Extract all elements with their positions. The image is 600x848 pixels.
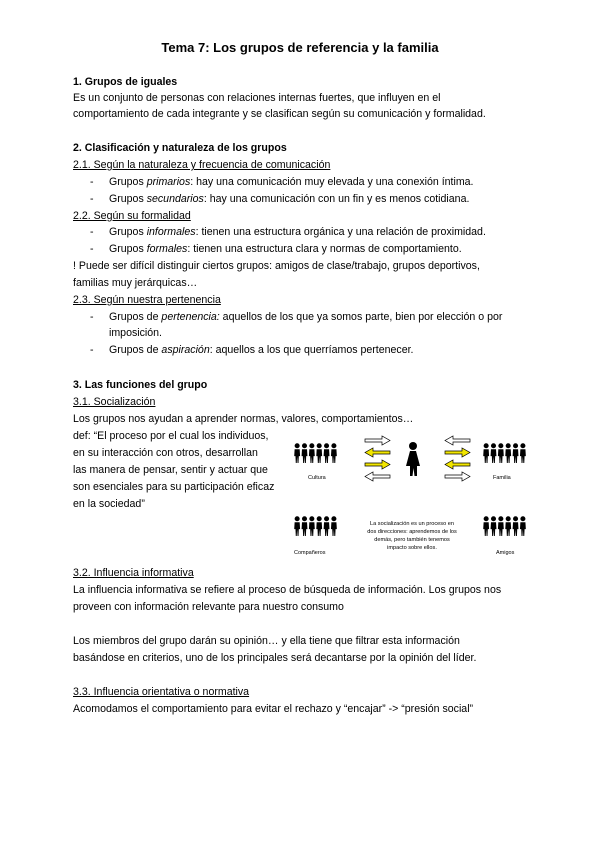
section-1-paragraph-line-2: comportamiento de cada integrante y se clasifican según su comunicación y formalidad. bbox=[73, 108, 486, 120]
figure-label-cultura: Cultura bbox=[308, 475, 326, 481]
opinion-paragraph-line-1: Los miembros del grupo darán su opinión… y ella tiene que filtrar esta información bbox=[73, 635, 460, 647]
subsection-2-2-heading: 2.2. Según su formalidad bbox=[73, 210, 191, 222]
section-1-heading: 1. Grupos de iguales bbox=[73, 76, 178, 88]
page-title: Tema 7: Los grupos de referencia y la familia bbox=[161, 40, 439, 55]
bullet-grupos-formales: Grupos formales: tienen una estructura clara y normas de comportamiento. bbox=[109, 243, 462, 255]
figure-label-familia: Familia bbox=[493, 475, 511, 481]
note-line-1: ! Puede ser difícil distinguir ciertos grupos: amigos de clase/trabajo, grupos deportivos, bbox=[73, 260, 480, 272]
definition-line-4: son esenciales para su participación eficaz bbox=[73, 481, 275, 493]
opinion-paragraph-line-2: basándose en criterios, uno de los principales será decantarse por la opinión del líder. bbox=[73, 652, 477, 664]
arrow-right-white-icon bbox=[445, 436, 470, 445]
subsection-2-1-heading: 2.1. Según la naturaleza y frecuencia de comunicación bbox=[73, 159, 331, 171]
figure-caption-line-2: dos direcciones: aprendemos de los bbox=[367, 529, 457, 535]
bullet-grupos-pertenencia-line-2: imposición. bbox=[109, 327, 162, 339]
socializacion-intro: Los grupos nos ayudan a aprender normas, valores, comportamientos… bbox=[73, 413, 414, 425]
figure-caption-line-4: impacto sobre ellos. bbox=[387, 545, 437, 551]
crowd-familia-icon bbox=[483, 443, 526, 463]
subsection-3-2-heading: 3.2. Influencia informativa bbox=[73, 567, 194, 579]
bullet-marker: - bbox=[90, 226, 94, 238]
bullet-grupos-pertenencia: Grupos de pertenencia: aquellos de los que ya somos parte, bien por elección o por bbox=[109, 311, 503, 323]
crowd-companeros-icon bbox=[294, 516, 337, 536]
subsection-3-3-heading: 3.3. Influencia orientativa o normativa bbox=[73, 686, 250, 698]
influencia-informativa-line-1: La influencia informativa se refiere al proceso de búsqueda de información. Los grupos nos bbox=[73, 584, 502, 596]
bullet-marker: - bbox=[90, 193, 94, 205]
bullet-marker: - bbox=[90, 176, 94, 188]
crowd-amigos-icon bbox=[483, 516, 526, 536]
arrow-left-white-icon bbox=[365, 436, 390, 445]
crowd-cultura-icon bbox=[294, 443, 337, 463]
subsection-2-3-heading: 2.3. Según nuestra pertenencia bbox=[73, 294, 221, 306]
definition-line-2: en su interacción con otros, desarrollan bbox=[73, 447, 258, 459]
influencia-informativa-line-2: proveen con información relevante para nuestro consumo bbox=[73, 601, 344, 613]
bullet-marker: - bbox=[90, 243, 94, 255]
figure-label-companeros: Compañeros bbox=[294, 550, 326, 556]
figure-caption-line-3: demás, pero también tenemos bbox=[374, 537, 450, 543]
figure-caption-line-1: La socialización es un proceso en bbox=[370, 521, 454, 527]
arrow-left-white-2-icon bbox=[365, 472, 390, 481]
arrow-left-yellow-2-icon bbox=[365, 460, 390, 469]
definition-line-1: def: “El proceso por el cual los individuos, bbox=[73, 430, 269, 442]
bullet-marker: - bbox=[90, 311, 94, 323]
arrow-right-yellow-icon bbox=[445, 448, 470, 457]
bullet-grupos-aspiracion: Grupos de aspiración: aquellos a los que querríamos pertenecer. bbox=[109, 344, 414, 356]
section-2-heading: 2. Clasificación y naturaleza de los grupos bbox=[73, 142, 287, 154]
bullet-marker: - bbox=[90, 344, 94, 356]
bullet-grupos-primarios: Grupos primarios: hay una comunicación muy elevada y una conexión íntima. bbox=[109, 176, 474, 188]
influencia-normativa-paragraph: Acomodamos el comportamiento para evitar el rechazo y “encajar” -> “presión social” bbox=[73, 703, 474, 715]
section-3-heading: 3. Las funciones del grupo bbox=[73, 379, 208, 391]
woman-icon bbox=[406, 442, 420, 476]
subsection-3-1-heading: 3.1. Socialización bbox=[73, 396, 156, 408]
definition-line-5: en la sociedad” bbox=[73, 498, 145, 510]
section-1-paragraph-line-1: Es un conjunto de personas con relaciones internas fuertes, que influyen en el bbox=[73, 92, 441, 104]
bullet-grupos-secundarios: Grupos secundarios: hay una comunicación con un fin y es menos cotidiana. bbox=[109, 193, 470, 205]
figure-label-amigos: Amigos bbox=[496, 550, 515, 556]
socialization-diagram bbox=[290, 430, 530, 560]
arrow-right-yellow-2-icon bbox=[445, 460, 470, 469]
bullet-grupos-informales: Grupos informales: tienen una estructura orgánica y una relación de proximidad. bbox=[109, 226, 486, 238]
arrow-right-white-2-icon bbox=[445, 472, 470, 481]
note-line-2: familias muy jerárquicas… bbox=[73, 277, 198, 289]
definition-line-3: las manera de pensar, sentir y actuar que bbox=[73, 464, 268, 476]
arrow-left-yellow-icon bbox=[365, 448, 390, 457]
